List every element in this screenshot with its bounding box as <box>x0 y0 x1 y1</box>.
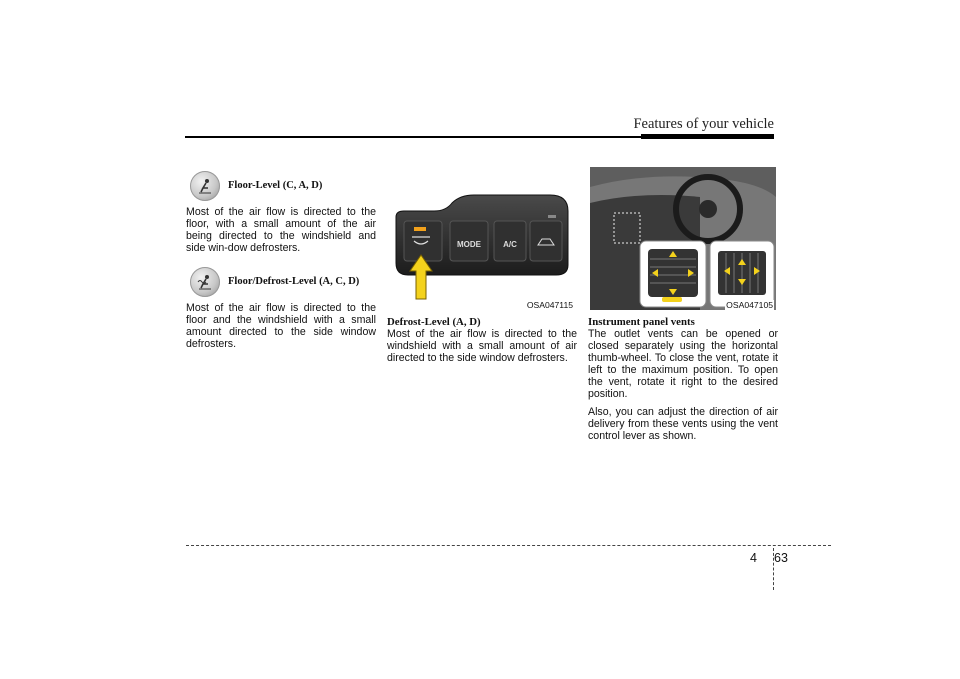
vents-text-2: Also, you can adjust the direction of air delivery from these vents using the vent control lever as shown. <box>588 406 778 442</box>
floor-level-heading-row <box>190 168 376 204</box>
floor-level-text: Most of the air flow is directed to the floor, with a small amount of the air being directed to the windshield and side win-dow defrosters. <box>186 206 376 254</box>
right-column <box>588 316 778 448</box>
climate-panel-figure <box>390 167 576 310</box>
ac-button-label: A/C <box>503 240 517 249</box>
floor-defrost-text: Most of the air flow is directed to the floor and the windshield with a small amount directed to the side window defrosters. <box>186 302 376 350</box>
instrument-panel-vents-heading: Instrument panel vents <box>588 316 695 328</box>
figure-code-1: OSA047115 <box>526 300 573 310</box>
section-title: Features of your vehicle <box>633 116 774 132</box>
vents-text-1: The outlet vents can be opened or closed separately using the horizontal thumb-wheel. To close the vent, rotate it left to the maximum position. To open the vent, rotate it right to the desired position. <box>588 328 778 400</box>
floor-defrost-heading: Floor/Defrost-Level (A, C, D) <box>228 276 360 287</box>
footer-rule <box>186 545 831 546</box>
mode-button-label: MODE <box>457 240 481 249</box>
defrost-level-heading: Defrost-Level (A, D) <box>387 316 481 328</box>
floor-defrost-heading-row <box>190 264 376 300</box>
instrument-panel-vents-figure <box>590 167 776 310</box>
figure-code-2: OSA047105 <box>726 300 773 310</box>
floor-level-heading: Floor-Level (C, A, D) <box>228 180 323 191</box>
floor-mode-knob-icon <box>190 171 220 201</box>
middle-column <box>387 316 577 370</box>
left-column <box>186 168 376 356</box>
floor-defrost-knob-icon <box>190 267 220 297</box>
page-number: 63 <box>774 551 788 565</box>
header-rule-accent <box>641 134 774 139</box>
defrost-level-text: Most of the air flow is directed to the windshield with a small amount of air directed to the side window defrosters. <box>387 328 577 364</box>
chapter-number: 4 <box>750 551 757 565</box>
